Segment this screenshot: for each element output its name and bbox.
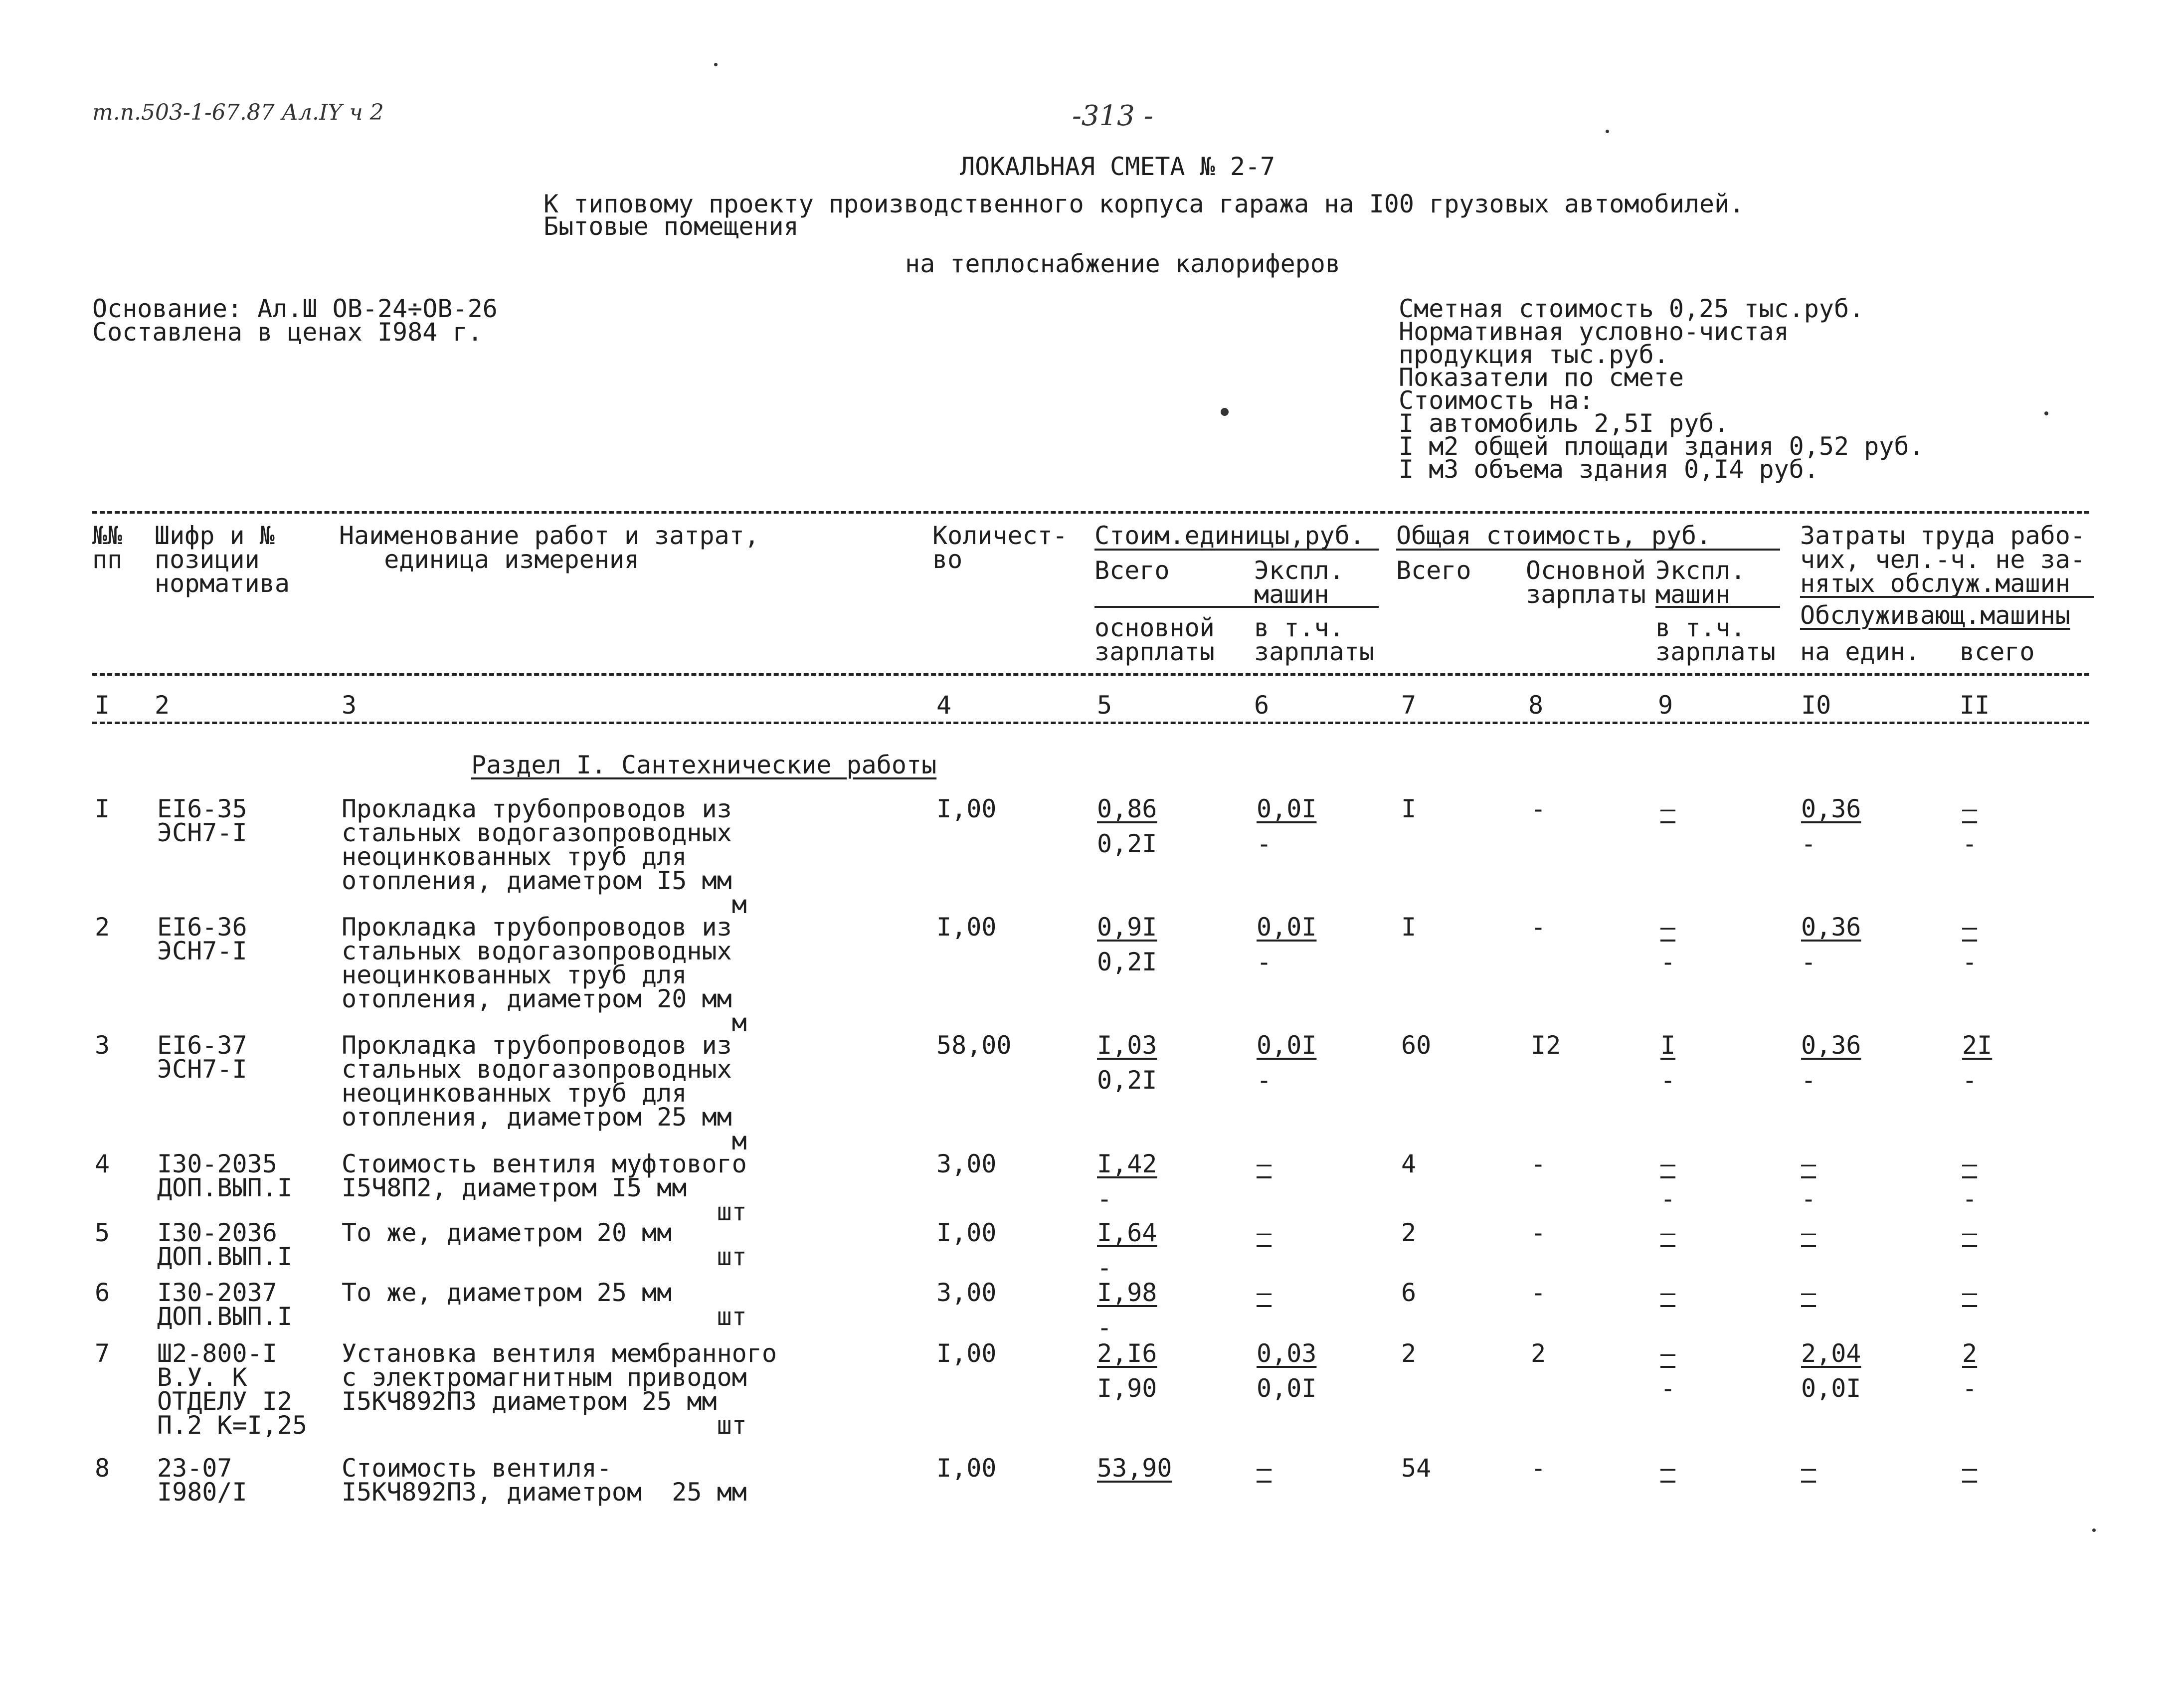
row-unit-base-wage: - bbox=[1097, 1184, 1112, 1213]
row-total-all: 4 bbox=[1401, 1149, 1417, 1178]
row-description: То же, диаметром 25 мм шт bbox=[342, 1278, 747, 1331]
row-unit-total: I,64 bbox=[1097, 1218, 1157, 1247]
column-number: 9 bbox=[1658, 691, 1673, 720]
row-labor-total: – bbox=[1962, 1149, 1978, 1178]
row-number: 4 bbox=[95, 1149, 110, 1178]
row-labor-unit: – bbox=[1801, 1278, 1816, 1307]
row-code: I30-2037 ДОП.ВЫП.I bbox=[157, 1278, 292, 1331]
row-total-base: I2 bbox=[1531, 1031, 1561, 1060]
header-col-number: №№ пп bbox=[92, 521, 123, 574]
row-code: 23-07 I980/I bbox=[157, 1454, 247, 1507]
row-number: 8 bbox=[95, 1454, 110, 1483]
row-total-all: 60 bbox=[1401, 1031, 1432, 1060]
header-total-cost-incl-wage: в т.ч. зарплаты bbox=[1655, 613, 1776, 666]
row-unit-total: 0,9I bbox=[1097, 913, 1157, 942]
row-labor-total: – bbox=[1962, 913, 1978, 942]
row-quantity: 3,00 bbox=[936, 1278, 997, 1307]
row-unit-base-wage: I,90 bbox=[1097, 1374, 1157, 1403]
summary-line: продукция тыс.руб. bbox=[1399, 340, 1669, 369]
row-total-base: - bbox=[1531, 1218, 1546, 1247]
column-number: I bbox=[95, 691, 110, 720]
row-code: ЕI6-35 ЭСН7-I bbox=[157, 794, 247, 847]
row-labor-unit: 0,36 bbox=[1801, 794, 1861, 823]
row-labor-unit: – bbox=[1801, 1149, 1816, 1178]
row-total-incl-wage: - bbox=[1660, 1374, 1676, 1403]
row-total-base: 2 bbox=[1531, 1339, 1546, 1368]
row-unit-machines: 0,0I bbox=[1257, 794, 1317, 823]
row-total-base: - bbox=[1531, 1278, 1546, 1307]
row-total-machines: – bbox=[1660, 1149, 1676, 1178]
row-total-base: - bbox=[1531, 913, 1546, 942]
row-unit-total: I,42 bbox=[1097, 1149, 1157, 1178]
summary-line: I м2 общей площади здания 0,52 руб. bbox=[1399, 432, 1924, 461]
header-bottom-rule bbox=[92, 673, 2089, 676]
row-labor-unit: – bbox=[1801, 1454, 1816, 1483]
header-total-cost-base: Основной зарплаты bbox=[1526, 556, 1646, 609]
row-unit-total: 53,90 bbox=[1097, 1454, 1172, 1483]
row-unit-base-wage: - bbox=[1097, 1313, 1112, 1342]
row-total-machines: – bbox=[1660, 1278, 1676, 1307]
header-total-cost-group: Общая стоимость, руб. bbox=[1396, 521, 1712, 550]
row-number: I bbox=[95, 794, 110, 823]
scan-speck bbox=[2092, 1528, 2096, 1532]
row-labor-unit: 2,04 bbox=[1801, 1339, 1861, 1368]
column-number: 2 bbox=[155, 691, 170, 720]
row-unit-machines: – bbox=[1257, 1454, 1272, 1483]
row-labor-unit-sub: 0,0I bbox=[1801, 1374, 1861, 1403]
row-description: Стоимость вентиля муфтового I5Ч8П2, диаметром I5 мм шт bbox=[342, 1149, 747, 1226]
row-code: ЕI6-37 ЭСН7-I bbox=[157, 1031, 247, 1084]
row-labor-unit: 0,36 bbox=[1801, 1031, 1861, 1060]
row-unit-machines: – bbox=[1257, 1149, 1272, 1178]
row-description: Прокладка трубопроводов из стальных водогазопроводных неоцинкованных труб для отопления, диаметром I5 мм м bbox=[342, 794, 747, 919]
column-number: 6 bbox=[1254, 691, 1270, 720]
document-subtitle-1: К типовому проекту производственного корпуса гаража на I00 грузовых автомобилей. bbox=[544, 190, 1745, 218]
header-total-cost-machines: Экспл. машин bbox=[1655, 556, 1746, 609]
row-unit-total: 0,86 bbox=[1097, 794, 1157, 823]
column-number-rule bbox=[92, 722, 2089, 724]
row-unit-total: I,03 bbox=[1097, 1031, 1157, 1060]
row-quantity: I,00 bbox=[936, 794, 997, 823]
row-description: Стоимость вентиля- I5КЧ892П3, диаметром 25 мм bbox=[342, 1454, 747, 1507]
basis-line-2: Составлена в ценах I984 г. bbox=[92, 318, 483, 347]
row-total-machines: – bbox=[1660, 1454, 1676, 1483]
section-title: Раздел I. Сантехнические работы bbox=[471, 751, 937, 779]
row-code: Ш2-800-I В.У. К ОТДЕЛУ I2 П.2 К=I,25 bbox=[157, 1339, 308, 1440]
header-unit-cost-machines: Экспл. машин bbox=[1254, 556, 1344, 609]
header-unit-cost-incl-wage: в т.ч. зарплаты bbox=[1254, 613, 1374, 666]
row-unit-incl-wage: - bbox=[1257, 948, 1272, 976]
row-labor-unit: 0,36 bbox=[1801, 913, 1861, 942]
basis-line-1: Основание: Ал.Ш ОВ-24÷ОВ-26 bbox=[92, 294, 498, 323]
row-total-machines: – bbox=[1660, 1339, 1676, 1368]
row-total-all: I bbox=[1401, 913, 1417, 942]
row-description: То же, диаметром 20 мм шт bbox=[342, 1218, 747, 1271]
header-unit-cost-subrule bbox=[1094, 606, 1379, 608]
row-quantity: I,00 bbox=[936, 913, 997, 942]
summary-line: I автомобиль 2,5I руб. bbox=[1399, 409, 1729, 438]
row-labor-total: 2 bbox=[1962, 1339, 1978, 1368]
row-unit-machines: – bbox=[1257, 1278, 1272, 1307]
row-quantity: 58,00 bbox=[936, 1031, 1012, 1060]
summary-line: Стоимость на: bbox=[1399, 386, 1594, 415]
row-quantity: 3,00 bbox=[936, 1149, 997, 1178]
row-total-base: - bbox=[1531, 1149, 1546, 1178]
row-labor-total-sub: - bbox=[1962, 1066, 1978, 1095]
row-code: ЕI6-36 ЭСН7-I bbox=[157, 913, 247, 965]
row-labor-total-sub: - bbox=[1962, 1184, 1978, 1213]
row-unit-total: 2,I6 bbox=[1097, 1339, 1157, 1368]
row-total-all: 6 bbox=[1401, 1278, 1417, 1307]
row-total-machines: – bbox=[1660, 1218, 1676, 1247]
row-quantity: I,00 bbox=[936, 1454, 997, 1483]
header-unit-cost-group: Стоим.единицы,руб. bbox=[1094, 521, 1365, 550]
row-total-incl-wage: - bbox=[1660, 1066, 1676, 1095]
column-number: II bbox=[1960, 691, 1990, 720]
row-labor-total: – bbox=[1962, 1278, 1978, 1307]
row-number: 5 bbox=[95, 1218, 110, 1247]
row-unit-base-wage: 0,2I bbox=[1097, 948, 1157, 976]
header-col-quantity: Количест- во bbox=[932, 521, 1068, 574]
header-total-cost-rule bbox=[1396, 549, 1780, 551]
column-number: 4 bbox=[936, 691, 952, 720]
row-quantity: I,00 bbox=[936, 1218, 997, 1247]
row-total-all: 2 bbox=[1401, 1339, 1417, 1368]
row-unit-machines: – bbox=[1257, 1218, 1272, 1247]
row-code: I30-2036 ДОП.ВЫП.I bbox=[157, 1218, 292, 1271]
column-number: 8 bbox=[1528, 691, 1544, 720]
scan-speck bbox=[1606, 130, 1609, 133]
row-labor-unit-sub: - bbox=[1801, 1184, 1816, 1213]
page-reference: т.п.503-1-67.87 Ал.IY ч 2 bbox=[92, 100, 384, 125]
row-labor-unit-sub: - bbox=[1801, 948, 1816, 976]
row-labor-total-sub: - bbox=[1962, 1374, 1978, 1403]
header-unit-cost-rule bbox=[1094, 549, 1379, 551]
header-top-rule bbox=[92, 511, 2089, 514]
row-unit-base-wage: 0,2I bbox=[1097, 1066, 1157, 1095]
row-description: Прокладка трубопроводов из стальных водогазопроводных неоцинкованных труб для отопления, диаметром 25 мм м bbox=[342, 1031, 747, 1155]
page-number: -313 - bbox=[1072, 100, 1153, 132]
document-subtitle-2: Бытовые помещения bbox=[544, 212, 799, 241]
row-labor-unit-sub: - bbox=[1801, 829, 1816, 858]
row-description: Прокладка трубопроводов из стальных водогазопроводных неоцинкованных труб для отопления, диаметром 20 мм м bbox=[342, 913, 747, 1037]
row-unit-machines: 0,0I bbox=[1257, 1031, 1317, 1060]
header-labor-group: Затраты труда рабо- чих, чел.-ч. не за- нятых обслуж.машин bbox=[1800, 521, 2085, 598]
row-unit-machines: 0,03 bbox=[1257, 1339, 1317, 1368]
summary-line: Сметная стоимость 0,25 тыс.руб. bbox=[1399, 294, 1864, 323]
scan-speck bbox=[1221, 408, 1229, 416]
header-unit-cost-base-wage: основной зарплаты bbox=[1094, 613, 1215, 666]
header-col-name: Наименование работ и затрат, единица измерения bbox=[339, 521, 759, 574]
row-total-machines: – bbox=[1660, 913, 1676, 942]
row-description: Установка вентиля мембранного с электромагнитным приводом I5КЧ892П3 диаметром 25 мм шт bbox=[342, 1339, 777, 1440]
document-subtitle-3: на теплоснабжение калориферов bbox=[905, 249, 1340, 278]
row-total-all: I bbox=[1401, 794, 1417, 823]
row-labor-total-sub: - bbox=[1962, 829, 1978, 858]
row-unit-machines: 0,0I bbox=[1257, 913, 1317, 942]
row-total-all: 2 bbox=[1401, 1218, 1417, 1247]
row-unit-base-wage: 0,2I bbox=[1097, 829, 1157, 858]
header-labor-rule bbox=[1800, 596, 2094, 598]
column-number: 7 bbox=[1401, 691, 1417, 720]
summary-line: Нормативная условно-чистая bbox=[1399, 317, 1789, 346]
row-labor-unit-sub: - bbox=[1801, 1066, 1816, 1095]
row-total-base: - bbox=[1531, 1454, 1546, 1483]
column-number: 5 bbox=[1097, 691, 1112, 720]
row-number: 6 bbox=[95, 1278, 110, 1307]
row-number: 2 bbox=[95, 913, 110, 942]
summary-line: I м3 объема здания 0,I4 руб. bbox=[1399, 455, 1819, 484]
row-labor-total: – bbox=[1962, 1218, 1978, 1247]
row-total-all: 54 bbox=[1401, 1454, 1432, 1483]
row-labor-unit: – bbox=[1801, 1218, 1816, 1247]
row-total-base: - bbox=[1531, 794, 1546, 823]
document-title: ЛОКАЛЬНАЯ СМЕТА № 2-7 bbox=[960, 152, 1275, 181]
row-code: I30-2035 ДОП.ВЫП.I bbox=[157, 1149, 292, 1202]
column-number: 3 bbox=[342, 691, 357, 720]
row-labor-total: – bbox=[1962, 794, 1978, 823]
row-unit-incl-wage: 0,0I bbox=[1257, 1374, 1317, 1403]
header-labor-per-unit: на един. bbox=[1800, 637, 1920, 666]
header-total-cost-all: Всего bbox=[1396, 556, 1471, 585]
row-total-machines: I bbox=[1660, 1031, 1676, 1060]
row-quantity: I,00 bbox=[936, 1339, 997, 1368]
header-unit-cost-total: Всего bbox=[1094, 556, 1170, 585]
row-total-incl-wage: - bbox=[1660, 948, 1676, 976]
row-number: 3 bbox=[95, 1031, 110, 1060]
header-total-cost-subrule bbox=[1655, 606, 1780, 608]
header-labor-total: всего bbox=[1960, 637, 2035, 666]
row-number: 7 bbox=[95, 1339, 110, 1368]
row-unit-incl-wage: - bbox=[1257, 1066, 1272, 1095]
row-total-incl-wage: - bbox=[1660, 1184, 1676, 1213]
column-number: I0 bbox=[1801, 691, 1831, 720]
row-labor-total: 2I bbox=[1962, 1031, 1993, 1060]
summary-line: Показатели по смете bbox=[1399, 363, 1684, 392]
row-labor-total: – bbox=[1962, 1454, 1978, 1483]
row-unit-base-wage: - bbox=[1097, 1253, 1112, 1282]
row-labor-total-sub: - bbox=[1962, 948, 1978, 976]
row-unit-total: I,98 bbox=[1097, 1278, 1157, 1307]
header-col-code: Шифр и № позиции норматива bbox=[155, 521, 290, 598]
header-labor-machines: Обслуживающ.машины bbox=[1800, 601, 2070, 630]
scan-speck bbox=[2044, 411, 2048, 415]
row-unit-incl-wage: - bbox=[1257, 829, 1272, 858]
scan-speck bbox=[714, 63, 718, 66]
row-total-machines: – bbox=[1660, 794, 1676, 823]
